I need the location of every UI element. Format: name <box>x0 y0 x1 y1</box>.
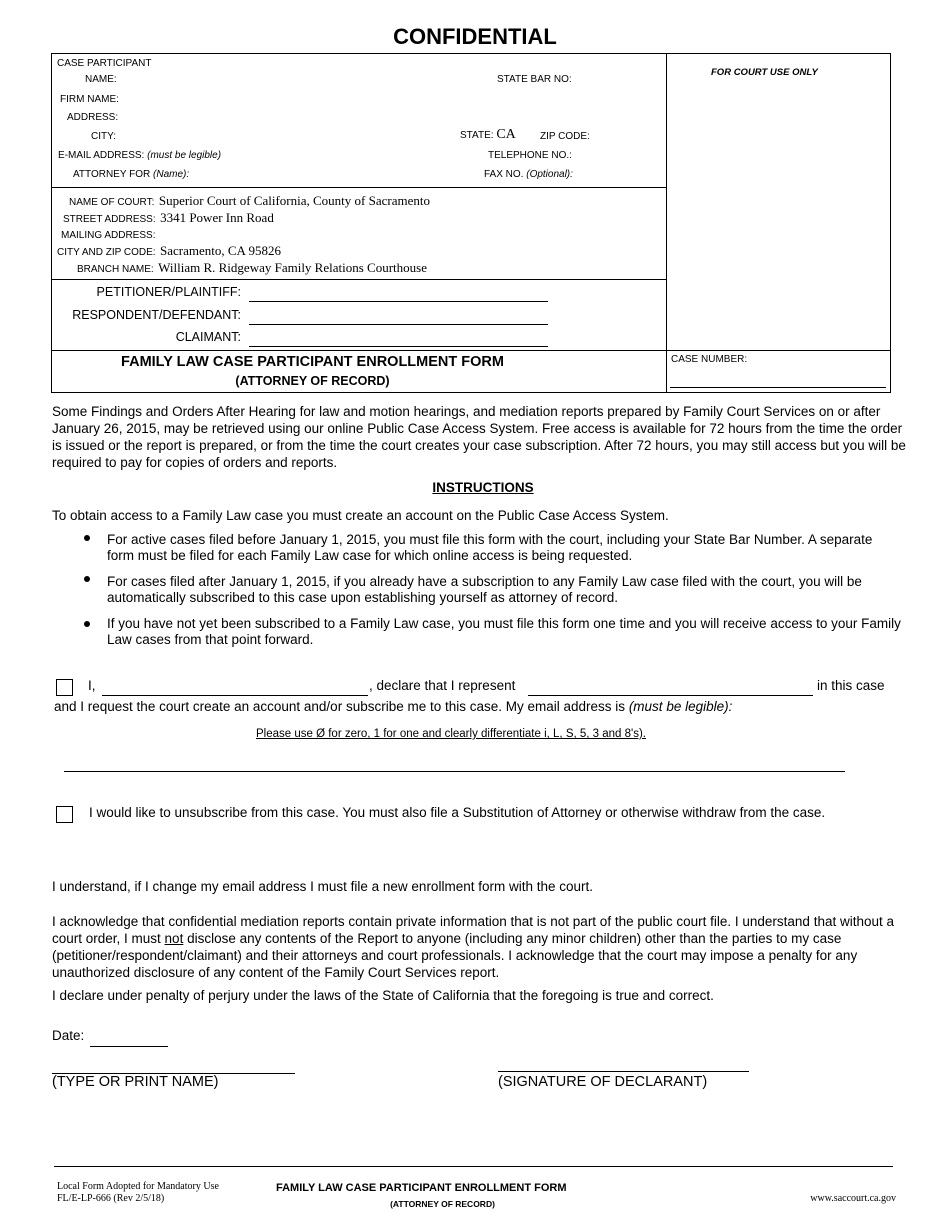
respondent-label: RESPONDENT/DEFENDANT: <box>72 308 241 322</box>
petitioner-label: PETITIONER/PLAINTIFF: <box>96 285 241 299</box>
attorney-for-label: ATTORNEY FOR (Name): <box>73 169 190 180</box>
court-use-label: FOR COURT USE ONLY <box>711 67 818 78</box>
branch-value: William R. Ridgeway Family Relations Courthouse <box>158 260 427 275</box>
name-label: NAME: <box>85 74 117 85</box>
intro-paragraph: Some Findings and Orders After Hearing for law and motion hearings, and mediation reports prepared by Family Court Services on or after January 26, 2015, may be retrieved using our online Public Case Access System. Free access is available for 72 hours from the time the order is issued or the report is prepared, or from the time the court creates your case subscription. After 72 hours, you may still access but you will be required to pay for copies of orders and reports. <box>52 404 906 470</box>
bullet-dot <box>84 576 90 582</box>
instructions-lead: To obtain access to a Family Law case you must create an account on the Public Case Access System. <box>52 508 669 523</box>
footer-left-1: Local Form Adopted for Mandatory Use <box>57 1181 219 1192</box>
zero-note: Please use Ø for zero, 1 for one and clearly differentiate i, L, S, 5, 3 and 8's). <box>256 728 647 740</box>
form-subtitle: (ATTORNEY OF RECORD) <box>235 374 390 388</box>
address-label: ADDRESS: <box>67 112 119 123</box>
understand-text: I understand, if I change my email address I must file a new enrollment form with the court. <box>52 879 593 894</box>
court-name-value: Superior Court of California, County of Sacramento <box>158 193 430 208</box>
state-bar-label: STATE BAR NO: <box>497 74 572 85</box>
respondent-field[interactable] <box>249 324 548 325</box>
declare-in-case: in this case <box>817 678 885 693</box>
form-title: FAMILY LAW CASE PARTICIPANT ENROLLMENT FORM <box>121 354 504 370</box>
bullet-dot <box>84 621 90 627</box>
instruction-bullet: For cases filed after January 1, 2015, if you already have a subscription to any Family Law case filed with the court, you will be automatically subscribed to this case upon establishing yourself as attorney of record. <box>107 574 862 605</box>
street-row: STREET ADDRESS: 3341 Power Inn Road <box>63 210 274 225</box>
instruction-bullet: If you have not yet been subscribed to a Family Law case, you must file this form one time and you will receive access to your Family Law cases from that point forward. <box>107 616 901 647</box>
footer-divider <box>54 1166 893 1167</box>
case-participant-label: CASE PARTICIPANT <box>57 58 152 69</box>
phone-label: TELEPHONE NO.: <box>488 150 572 161</box>
city-zip-value: Sacramento, CA 95826 <box>160 243 281 258</box>
instruction-bullet: For active cases filed before January 1, 2015, you must file this form with the court, including your State Bar Number. A separate form must be filed for each Family Law case for which online access is being requested. <box>107 532 873 563</box>
petitioner-field[interactable] <box>249 301 548 302</box>
date-field[interactable] <box>90 1046 168 1047</box>
court-use-divider <box>666 53 667 392</box>
page-title: CONFIDENTIAL <box>393 24 557 49</box>
city-label: CITY: <box>91 131 117 142</box>
declarant-name-field[interactable] <box>102 695 368 696</box>
footer-subtitle: (ATTORNEY OF RECORD) <box>390 1199 495 1209</box>
acknowledge-text: I acknowledge that confidential mediation reports contain private information that is not part of the public court file. I understand that without a court order, I must not disclose any contents of the Report to anyone (including any minor children) other than the parties to my case (petitioner/respondent/claimant) and their attorneys and court professionals. I acknowledge that the court may impose a penalty for any unauthorized disclosure of any content of the Family Court Services report. <box>52 914 894 980</box>
instructions-heading: INSTRUCTIONS <box>432 480 534 495</box>
branch-row: BRANCH NAME: William R. Ridgeway Family Relations Courthouse <box>77 260 427 275</box>
state-value: CA <box>496 127 516 142</box>
case-number-label: CASE NUMBER: <box>671 354 748 365</box>
print-name-label: (TYPE OR PRINT NAME) <box>52 1074 219 1090</box>
firm-label: FIRM NAME: <box>60 94 119 105</box>
court-name-row: NAME OF COURT: Superior Court of California, County of Sacramento <box>69 193 430 208</box>
state-label: STATE: CA <box>460 127 516 142</box>
declare-request: and I request the court create an account and/or subscribe me to this case. My email address is (must be legible): <box>54 699 733 714</box>
declare-i: I, <box>88 678 96 693</box>
date-label: Date: <box>52 1028 85 1043</box>
street-value: 3341 Power Inn Road <box>160 210 274 225</box>
represented-party-field[interactable] <box>528 695 813 696</box>
unsubscribe-text: I would like to unsubscribe from this case. You must also file a Substitution of Attorney or otherwise withdraw from the case. <box>89 805 826 820</box>
claimant-field[interactable] <box>249 346 548 347</box>
fax-label: FAX NO. (Optional): <box>484 169 573 180</box>
signature-field[interactable] <box>498 1071 749 1072</box>
zip-label: ZIP CODE: <box>540 131 590 142</box>
represent-checkbox[interactable] <box>56 679 73 696</box>
footer-left-2: FL/E-LP-666 (Rev 2/5/18) <box>57 1193 165 1204</box>
case-number-field[interactable] <box>670 387 886 388</box>
perjury-text: I declare under penalty of perjury under the laws of the State of California that the foregoing is true and correct. <box>52 988 714 1003</box>
footer-url[interactable]: www.saccourt.ca.gov <box>810 1193 896 1204</box>
claimant-label: CLAIMANT: <box>175 330 241 344</box>
email-label: E-MAIL ADDRESS: (must be legible) <box>58 150 222 161</box>
signature-label: (SIGNATURE OF DECLARANT) <box>498 1074 708 1090</box>
bullet-dot <box>84 535 90 541</box>
footer-title: FAMILY LAW CASE PARTICIPANT ENROLLMENT FORM <box>276 1182 567 1194</box>
city-zip-row: CITY AND ZIP CODE: Sacramento, CA 95826 <box>57 243 281 258</box>
unsubscribe-checkbox[interactable] <box>56 806 73 823</box>
email-field[interactable] <box>64 771 845 772</box>
declare-represent: , declare that I represent <box>369 678 516 693</box>
mailing-label: MAILING ADDRESS: <box>61 230 156 241</box>
